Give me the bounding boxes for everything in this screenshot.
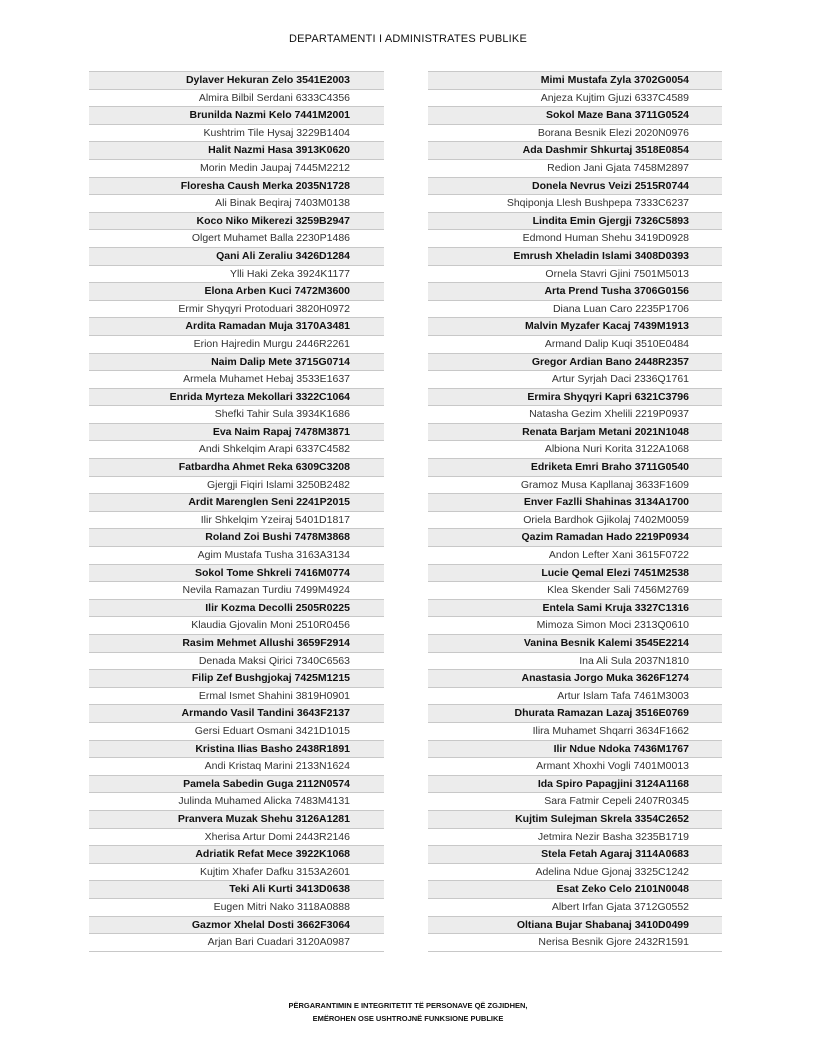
name-row: Klea Skender Sali 7456M2769 [428, 581, 722, 599]
right-name-column [428, 71, 722, 952]
name-row: Denada Maksi Qirici 7340C6563 [89, 652, 384, 670]
name-row: Ardita Ramadan Muja 3170A3481 [89, 317, 384, 335]
name-row: Dhurata Ramazan Lazaj 3516E0769 [428, 704, 722, 722]
name-row: Morin Medin Jaupaj 7445M2212 [89, 159, 384, 177]
name-row: Qazim Ramadan Hado 2219P0934 [428, 528, 722, 546]
name-row: Ardit Marenglen Seni 2241P2015 [89, 493, 384, 511]
name-row: Vanina Besnik Kalemi 3545E2214 [428, 634, 722, 652]
name-row: Ilir Shkelqim Yzeiraj 5401D1817 [89, 511, 384, 529]
name-row: Ermira Shyqyri Kapri 6321C3796 [428, 388, 722, 406]
name-row: Halit Nazmi Hasa 3913K0620 [89, 141, 384, 159]
name-row: Malvin Myzafer Kacaj 7439M1913 [428, 317, 722, 335]
name-row: Armant Xhoxhi Vogli 7401M0013 [428, 757, 722, 775]
name-row: Sokol Maze Bana 3711G0524 [428, 106, 722, 124]
name-row: Ilir Kozma Decolli 2505R0225 [89, 599, 384, 617]
name-row: Adriatik Refat Mece 3922K1068 [89, 845, 384, 863]
name-row: Julinda Muhamed Alicka 7483M4131 [89, 792, 384, 810]
name-row: Anastasia Jorgo Muka 3626F1274 [428, 669, 722, 687]
name-row: Nevila Ramazan Turdiu 7499M4924 [89, 581, 384, 599]
name-row: Andi Kristaq Marini 2133N1624 [89, 757, 384, 775]
name-row: Albiona Nuri Korita 3122A1068 [428, 440, 722, 458]
name-row: Klaudia Gjovalin Moni 2510R0456 [89, 616, 384, 634]
name-row: Enver Fazlli Shahinas 3134A1700 [428, 493, 722, 511]
name-row: Arjan Bari Cuadari 3120A0987 [89, 933, 384, 951]
name-row: Dylaver Hekuran Zelo 3541E2003 [89, 71, 384, 89]
name-row: Gjergji Fiqiri Islami 3250B2482 [89, 476, 384, 494]
name-row: Andon Lefter Xani 3615F0722 [428, 546, 722, 564]
name-row: Edriketa Emri Braho 3711G0540 [428, 458, 722, 476]
name-row: Fatbardha Ahmet Reka 6309C3208 [89, 458, 384, 476]
name-row: Natasha Gezim Xhelili 2219P0937 [428, 405, 722, 423]
name-row: Mimoza Simon Moci 2313Q0610 [428, 616, 722, 634]
name-row: Erion Hajredin Murgu 2446R2261 [89, 335, 384, 353]
name-row: Ylli Haki Zeka 3924K1177 [89, 265, 384, 283]
name-row: Eugen Mitri Nako 3118A0888 [89, 898, 384, 916]
name-row: Xherisa Artur Domi 2443R2146 [89, 828, 384, 846]
name-row: Shefki Tahir Sula 3934K1686 [89, 405, 384, 423]
name-row: Entela Sami Kruja 3327C1316 [428, 599, 722, 617]
name-row: Eva Naim Rapaj 7478M3871 [89, 423, 384, 441]
left-name-column [89, 71, 384, 952]
name-row: Floresha Caush Merka 2035N1728 [89, 177, 384, 195]
name-row: Filip Zef Bushgjokaj 7425M1215 [89, 669, 384, 687]
name-row: Sara Fatmir Cepeli 2407R0345 [428, 792, 722, 810]
name-row: Nerisa Besnik Gjore 2432R1591 [428, 933, 722, 951]
name-row: Agim Mustafa Tusha 3163A3134 [89, 546, 384, 564]
name-row: Emrush Xheladin Islami 3408D0393 [428, 247, 722, 265]
name-row: Redion Jani Gjata 7458M2897 [428, 159, 722, 177]
name-row: Naim Dalip Mete 3715G0714 [89, 353, 384, 371]
name-row: Renata Barjam Metani 2021N1048 [428, 423, 722, 441]
name-row: Borana Besnik Elezi 2020N0976 [428, 124, 722, 142]
name-row: Donela Nevrus Veizi 2515R0744 [428, 177, 722, 195]
name-row: Ilira Muhamet Shqarri 3634F1662 [428, 722, 722, 740]
name-row: Ali Binak Beqiraj 7403M0138 [89, 194, 384, 212]
name-row: Kushtrim Tile Hysaj 3229B1404 [89, 124, 384, 142]
name-row: Koco Niko Mikerezi 3259B2947 [89, 212, 384, 230]
name-row: Gramoz Musa Kapllanaj 3633F1609 [428, 476, 722, 494]
name-row: Adelina Ndue Gjonaj 3325C1242 [428, 863, 722, 881]
name-row: Arta Prend Tusha 3706G0156 [428, 282, 722, 300]
name-row: Armando Vasil Tandini 3643F2137 [89, 704, 384, 722]
name-row: Brunilda Nazmi Kelo 7441M2001 [89, 106, 384, 124]
name-row: Rasim Mehmet Allushi 3659F2914 [89, 634, 384, 652]
name-row: Kujtim Xhafer Dafku 3153A2601 [89, 863, 384, 881]
name-row: Kujtim Sulejman Skrela 3354C2652 [428, 810, 722, 828]
name-row: Stela Fetah Agaraj 3114A0683 [428, 845, 722, 863]
name-row: Teki Ali Kurti 3413D0638 [89, 880, 384, 898]
name-row: Ina Ali Sula 2037N1810 [428, 652, 722, 670]
name-row: Oltiana Bujar Shabanaj 3410D0499 [428, 916, 722, 934]
name-row: Armand Dalip Kuqi 3510E0484 [428, 335, 722, 353]
name-row: Jetmira Nezir Basha 3235B1719 [428, 828, 722, 846]
name-row: Gazmor Xhelal Dosti 3662F3064 [89, 916, 384, 934]
name-row: Ermir Shyqyri Protoduari 3820H0972 [89, 300, 384, 318]
name-row: Pamela Sabedin Guga 2112N0574 [89, 775, 384, 793]
name-row: Gregor Ardian Bano 2448R2357 [428, 353, 722, 371]
name-row: Ermal Ismet Shahini 3819H0901 [89, 687, 384, 705]
name-row: Gersi Eduart Osmani 3421D1015 [89, 722, 384, 740]
name-row: Almira Bilbil Serdani 6333C4356 [89, 89, 384, 107]
footer-line-2: EMËROHEN OSE USHTROJNË FUNKSIONE PUBLIKE [312, 1014, 504, 1023]
name-row: Anjeza Kujtim Gjuzi 6337C4589 [428, 89, 722, 107]
footer-line-1: PËRGARANTIMIN E INTEGRITETIT TË PERSONAVE QË ZGJIDHEN, [288, 1001, 528, 1010]
name-row: Enrida Myrteza Mekollari 3322C1064 [89, 388, 384, 406]
name-row: Esat Zeko Celo 2101N0048 [428, 880, 722, 898]
name-row: Ida Spiro Papagjini 3124A1168 [428, 775, 722, 793]
name-row: Olgert Muhamet Balla 2230P1486 [89, 229, 384, 247]
name-row: Diana Luan Caro 2235P1706 [428, 300, 722, 318]
name-row: Andi Shkelqim Arapi 6337C4582 [89, 440, 384, 458]
name-row: Kristina Ilias Basho 2438R1891 [89, 740, 384, 758]
name-row: Lindita Emin Gjergji 7326C5893 [428, 212, 722, 230]
name-row: Elona Arben Kuci 7472M3600 [89, 282, 384, 300]
name-row: Shqiponja Llesh Bushpepa 7333C6237 [428, 194, 722, 212]
page-title: DEPARTAMENTI I ADMINISTRATES PUBLIKE [288, 33, 528, 45]
name-row: Albert Irfan Gjata 3712G0552 [428, 898, 722, 916]
footer [0, 999, 816, 1025]
name-row: Sokol Tome Shkreli 7416M0774 [89, 564, 384, 582]
name-row: Ornela Stavri Gjini 7501M5013 [428, 265, 722, 283]
name-row: Ilir Ndue Ndoka 7436M1767 [428, 740, 722, 758]
name-row: Armela Muhamet Hebaj 3533E1637 [89, 370, 384, 388]
name-row: Qani Ali Zeraliu 3426D1284 [89, 247, 384, 265]
name-row: Artur Islam Tafa 7461M3003 [428, 687, 722, 705]
name-row: Mimi Mustafa Zyla 3702G0054 [428, 71, 722, 89]
name-row: Roland Zoi Bushi 7478M3868 [89, 528, 384, 546]
name-row: Oriela Bardhok Gjikolaj 7402M0059 [428, 511, 722, 529]
name-row: Artur Syrjah Daci 2336Q1761 [428, 370, 722, 388]
name-row: Lucie Qemal Elezi 7451M2538 [428, 564, 722, 582]
name-row: Pranvera Muzak Shehu 3126A1281 [89, 810, 384, 828]
name-row: Ada Dashmir Shkurtaj 3518E0854 [428, 141, 722, 159]
name-row: Edmond Human Shehu 3419D0928 [428, 229, 722, 247]
